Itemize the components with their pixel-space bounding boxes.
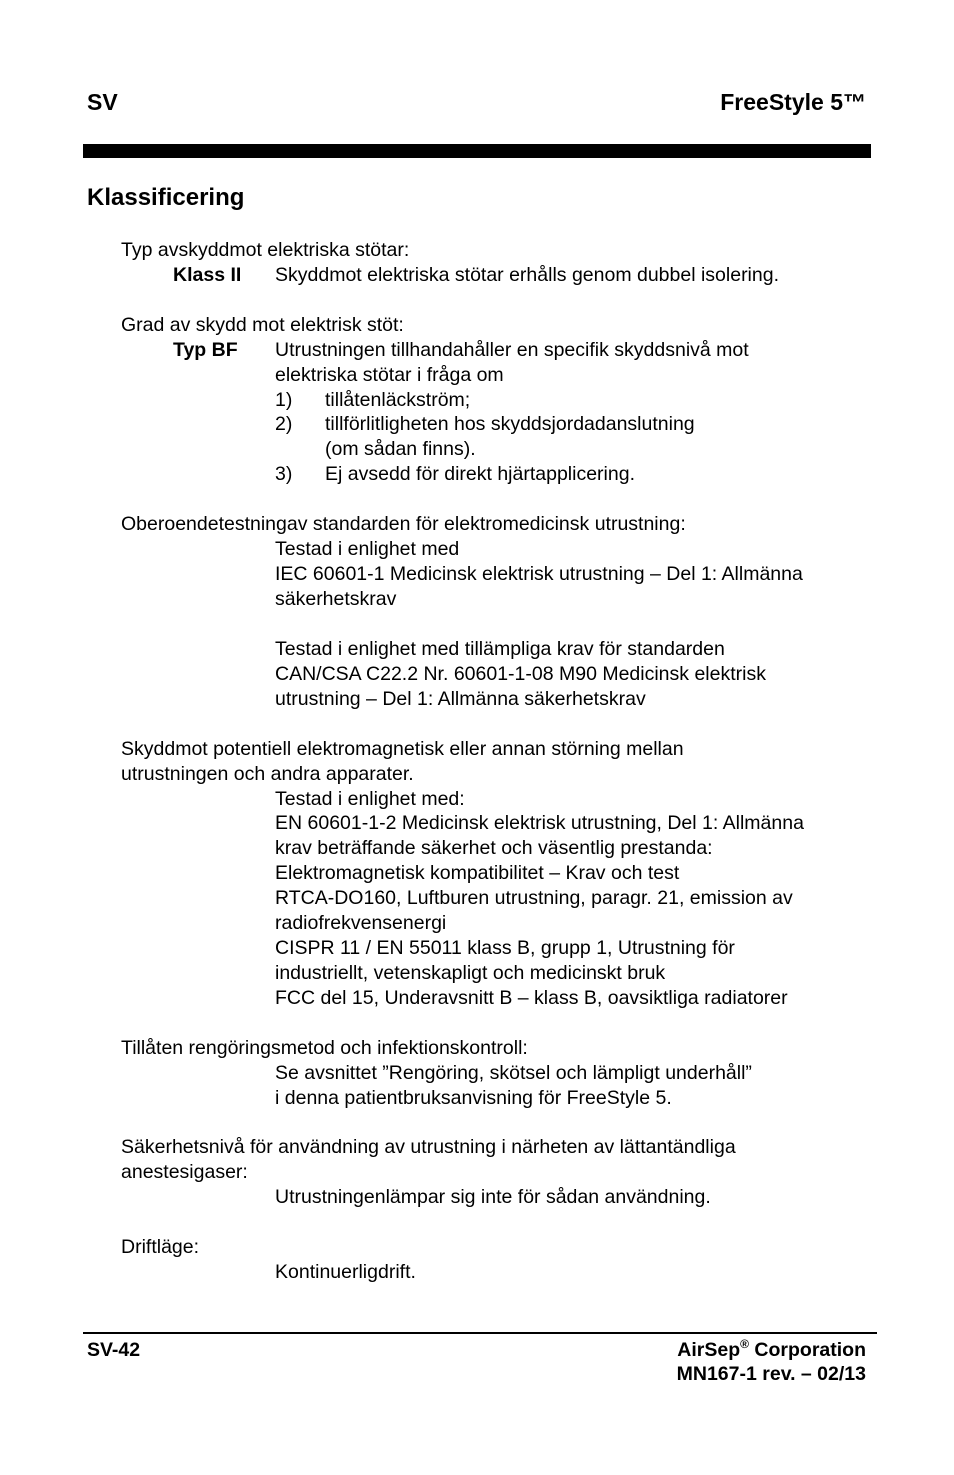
operation-mode-heading: Driftläge:: [121, 1236, 200, 1258]
emc-line: EN 60601-1-2 Medicinsk elektrisk utrustning, Del 1: Allmänna: [275, 812, 804, 834]
class-description: Skyddmot elektriska stötar erhålls genom dubbel isolering.: [275, 264, 780, 286]
emc-heading: Skyddmot potentiell elektromagnetisk eller annan störning mellan: [121, 738, 684, 760]
standards-line: säkerhetskrav: [275, 588, 397, 610]
operation-mode-text: Kontinuerligdrift.: [275, 1261, 416, 1283]
standards-line: Testad i enlighet med tillämpliga krav för standarden: [275, 638, 725, 660]
emc-heading: utrustningen och andra apparater.: [121, 763, 414, 785]
page-number: SV-42: [87, 1339, 141, 1361]
standards-line: CAN/CSA C22.2 Nr. 60601-1-08 M90 Medicinsk elektrisk: [275, 663, 766, 685]
cleaning-line: Se avsnittet ”Rengöring, skötsel och lämpligt underhåll”: [275, 1062, 752, 1084]
standards-line: Testad i enlighet med: [275, 538, 460, 560]
emc-line: RTCA-DO160, Luftburen utrustning, paragr. 21, emission av: [275, 887, 793, 909]
emc-line: CISPR 11 / EN 55011 klass B, grupp 1, Utrustning för: [275, 937, 735, 959]
registered-mark: ®: [740, 1337, 749, 1351]
standards-line: IEC 60601-1 Medicinsk elektrisk utrustning – Del 1: Allmänna: [275, 563, 803, 585]
type-description-line: elektriska stötar i fråga om: [275, 364, 504, 386]
type-label: Typ BF: [173, 339, 238, 361]
emc-line: Testad i enlighet med:: [275, 788, 465, 810]
emc-line: radiofrekvensenergi: [275, 912, 447, 934]
list-item-text: Ej avsedd för direkt hjärtapplicering.: [325, 463, 635, 485]
emc-line: Elektromagnetisk kompatibilitet – Krav och test: [275, 862, 680, 884]
list-item-text: (om sådan finns).: [325, 438, 476, 460]
class-label: Klass II: [173, 264, 242, 286]
header-language-code: SV: [87, 89, 118, 115]
section-title: Klassificering: [87, 184, 245, 211]
list-item-number: 3): [275, 463, 293, 485]
document-revision: MN167-1 rev. – 02/13: [676, 1363, 866, 1385]
list-item-text: tillåtenläckström;: [325, 389, 471, 411]
list-item-text: tillförlitligheten hos skyddsjordadanslutning: [325, 413, 695, 435]
emc-line: krav beträffande säkerhet och väsentlig prestanda:: [275, 837, 713, 859]
protection-degree-heading: Grad av skydd mot elektrisk stöt:: [121, 314, 404, 336]
type-description-line: Utrustningen tillhandahåller en specifik skyddsnivå mot: [275, 339, 749, 361]
company-name: AirSep® Corporation: [677, 1337, 866, 1361]
footer-rule: [83, 1332, 877, 1334]
anesthetic-safety-text: Utrustningenlämpar sig inte för sådan användning.: [275, 1186, 711, 1208]
header-product-name: FreeStyle 5™: [720, 89, 866, 115]
emc-line: industriellt, vetenskapligt och medicinskt bruk: [275, 962, 666, 984]
list-item-number: 2): [275, 413, 293, 435]
cleaning-heading: Tillåten rengöringsmetod och infektionskontroll:: [121, 1037, 528, 1059]
list-item-number: 1): [275, 389, 293, 411]
emc-line: FCC del 15, Underavsnitt B – klass B, oavsiktliga radiatorer: [275, 987, 788, 1009]
standards-testing-heading: Oberoendetestningav standarden för elektromedicinsk utrustning:: [121, 513, 686, 535]
standards-line: utrustning – Del 1: Allmänna säkerhetskrav: [275, 688, 646, 710]
header-rule: [83, 144, 871, 158]
cleaning-line: i denna patientbruksanvisning för FreeStyle 5.: [275, 1087, 672, 1109]
shock-protection-type-heading: Typ avskyddmot elektriska stötar:: [121, 239, 410, 261]
anesthetic-safety-heading: Säkerhetsnivå för användning av utrustning i närheten av lättantändliga: [121, 1136, 736, 1158]
anesthetic-safety-heading: anestesigaser:: [121, 1161, 248, 1183]
